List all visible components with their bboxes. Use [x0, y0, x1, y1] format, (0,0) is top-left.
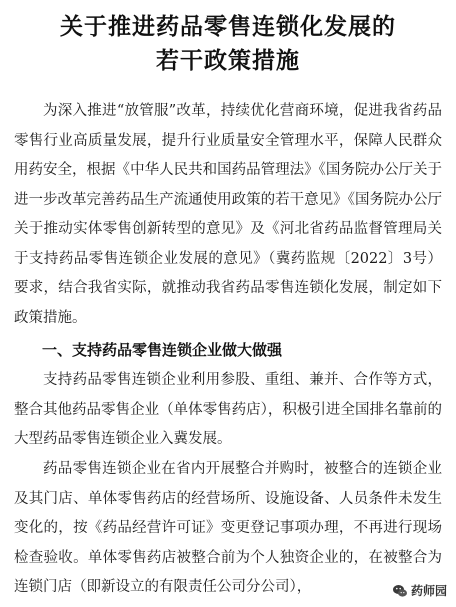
wechat-icon	[392, 583, 408, 599]
paragraph-intro: 为深入推进“放管服”改革，持续优化营商环境，促进我省药品零售行业高质量发展，提升行业质量安全管理水平，保障人民群众用药安全，根据《中华人民共和国药品管理法》《国务院办公厅关于进一步改革完善药品生产流通使用政策的若干意见》《国务院办公厅关于推动实体零售创新转型的意见》及《河北省药品监督管理局关于支持药品零售连锁企业发展的意见》（冀药监规〔2022〕3号）要求，结合我省实际，就推动我省药品零售连锁化发展，制定如下政策措施。	[14, 103, 442, 326]
paragraph-integration: 药品零售连锁企业在省内开展整合并购时，被整合的连锁企业及其门店、单体零售药店的经营场所、设施设备、人员条件未发生变化的，按《药品经营许可证》变更登记事项办理，不再进行现场检查验收。单体零售药店被整合前为个人独资企业的，在被整合为连锁门店（即新设立的有限责任公司分公司），	[14, 461, 442, 595]
watermark-text: 药师园	[410, 584, 447, 598]
paragraph-support: 支持药品零售连锁企业利用参股、重组、兼并、合作等方式，整合其他药品零售企业（单体零售药店），积极引进全国排名靠前的大型药品零售连锁企业入冀发展。	[14, 372, 442, 447]
watermark	[389, 580, 450, 601]
document-title-line1: 关于推进药品零售连锁化发展的	[60, 13, 396, 40]
document-title-line2: 若干政策措施	[156, 47, 300, 74]
section-heading-1: 一、支持药品零售连锁企业做大做强	[42, 341, 283, 359]
